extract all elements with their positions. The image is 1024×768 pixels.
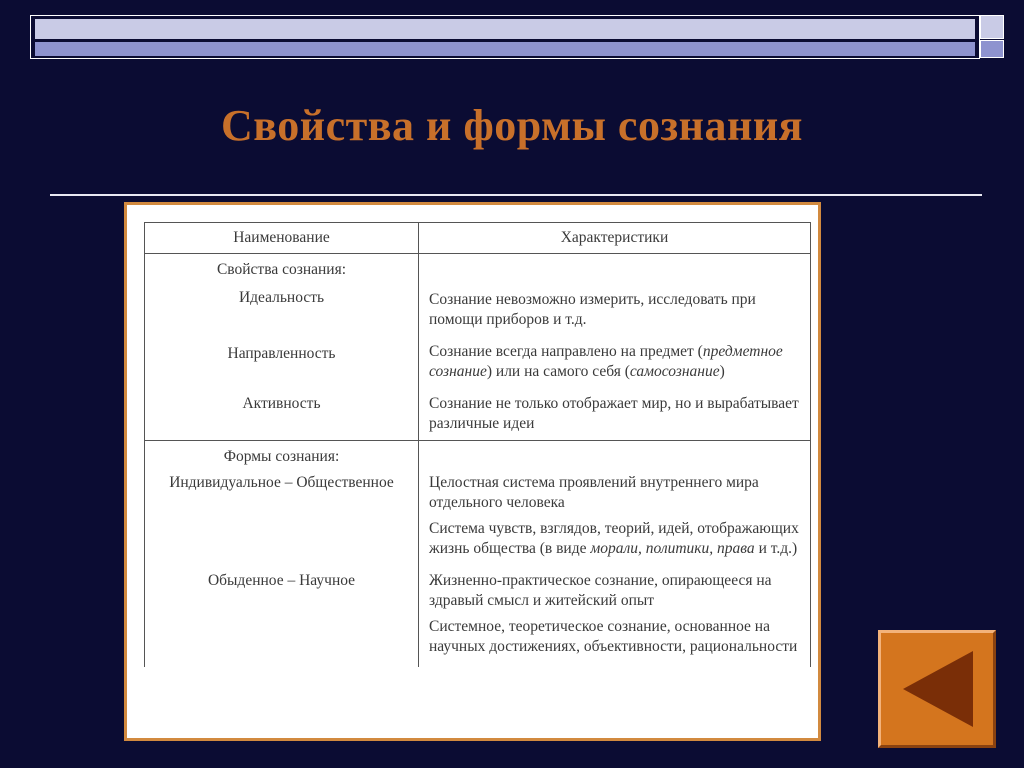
table-row	[145, 280, 811, 330]
header-square-bottom	[980, 40, 1004, 58]
row-text: Сознание невозможно измерить, исследовать при помощи приборов и т.д.	[419, 280, 811, 330]
table-row	[145, 467, 811, 559]
slide-title: Свойства и формы сознания	[221, 101, 803, 150]
header-stripe-dark	[35, 42, 975, 56]
group-heading-forms: Формы сознания:	[145, 441, 419, 468]
table-row	[145, 330, 811, 382]
table-header-row	[145, 223, 811, 254]
header-square-top	[980, 15, 1004, 39]
column-header-name: Наименование	[145, 223, 419, 254]
row-name: Идеальность	[145, 280, 419, 330]
back-arrow-icon	[881, 633, 993, 745]
row-text: Сознание всегда направлено на предмет (предметное сознание) или на самого себя (самосознание)	[419, 330, 811, 382]
properties-table	[144, 222, 811, 667]
group-heading-properties: Свойства сознания:	[145, 254, 419, 281]
row-name: Обыденное – Научное	[145, 559, 419, 667]
table-image-frame	[124, 202, 821, 741]
row-text: Сознание не только отображает мир, но и вырабатывает различные идеи	[419, 382, 811, 441]
column-header-characteristics: Характеристики	[419, 223, 811, 254]
header-bar	[30, 15, 980, 59]
table-row	[145, 559, 811, 667]
table-row	[145, 441, 811, 468]
back-button[interactable]	[878, 630, 996, 748]
table-row	[145, 382, 811, 441]
row-text: Целостная система проявлений внутреннего мира отдельного человека Система чувств, взглядов, теорий, идей, отображающих жизнь общества (в виде морали, политики, права и т.д.)	[419, 467, 811, 559]
row-text: Жизненно-практическое сознание, опирающееся на здравый смысл и житейский опыт Системное, теоретическое сознание, основанное на научных достижениях, объективности, рациональности	[419, 559, 811, 667]
table-row	[145, 254, 811, 281]
row-name: Направленность	[145, 330, 419, 382]
row-name: Активность	[145, 382, 419, 441]
header-stripe-light	[35, 19, 975, 39]
row-name: Индивидуальное – Общественное	[145, 467, 419, 559]
title-divider	[50, 194, 982, 196]
header-decoration	[30, 15, 1004, 59]
